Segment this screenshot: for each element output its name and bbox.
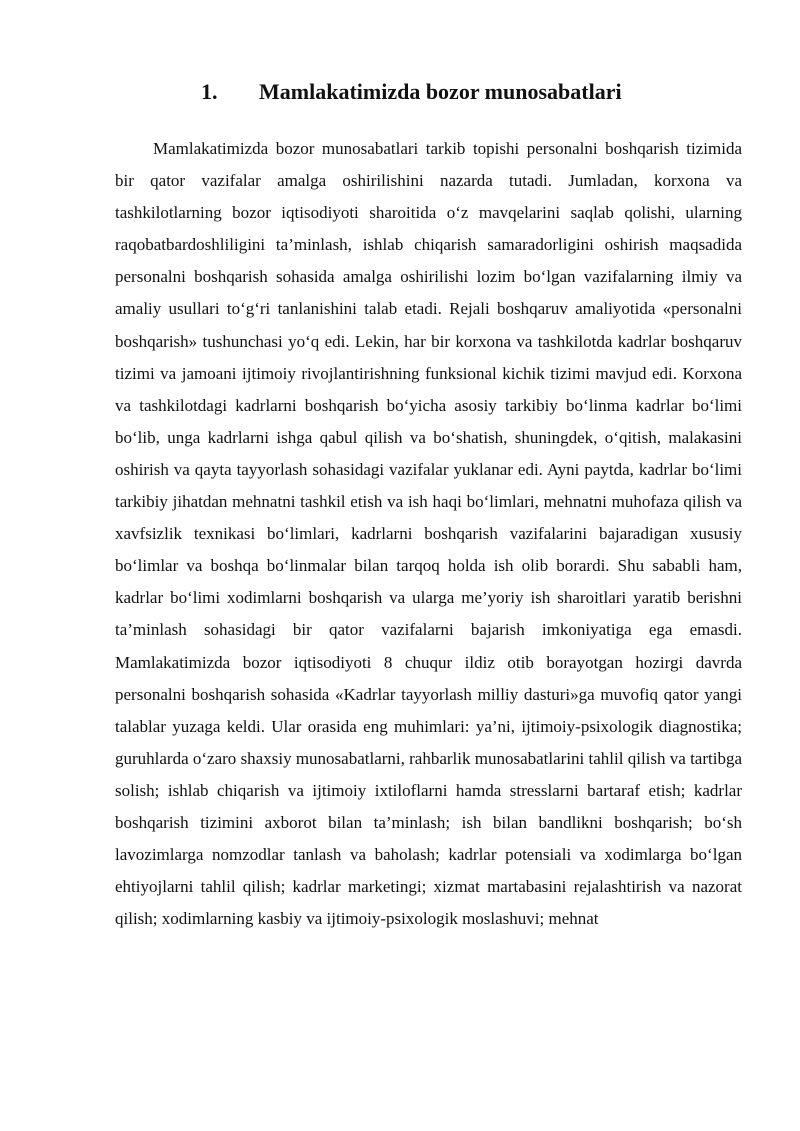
section-number: 1. xyxy=(201,79,218,104)
section-title: Mamlakatimizda bozor munosabatlari xyxy=(259,79,622,104)
body-paragraph: Mamlakatimizda bozor munosabatlari tarkib topishi personalni boshqarish tizimida bir qator vazifalar amalga oshirilishini nazarda tutadi. Jumladan, korxona va tashkilotlarning bozor iqtisodiyoti sharoitida o‘z mavqelarini saqlab qolishi, ularning raqobatbardoshliligini ta’minlash, ishlab chiqarish samaradorligini oshirish maqsadida personalni boshqarish sohasida amalga oshirilishi lozim bo‘lgan vazifalarning ilmiy va amaliy usullari to‘g‘ri tanlanishini talab etadi. Rejali boshqaruv amaliyotida «personalni boshqarish» tushunchasi yo‘q edi. Lekin, har bir korxona va tashkilotda kadrlar boshqaruv tizimi va jamoani ijtimoiy rivojlantirishning funksional kichik tizimi mavjud edi. Korxona va tashkilotdagi kadrlarni boshqarish bo‘yicha asosiy tarkibiy bo‘linma kadrlar bo‘limi bo‘lib, unga kadrlarni ishga qabul qilish va bo‘shatish, shuningdek, o‘qitish, malakasini oshirish va qayta tayyorlash sohasidagi vazifalar yuklanar edi. Ayni paytda, kadrlar bo‘limi tarkibiy jihatdan mehnatni tashkil etish va ish haqi bo‘limlari, mehnatni muhofaza qilish va xavfsizlik texnikasi bo‘limlari, kadrlarni boshqarish vazifalarini bajaradigan xususiy bo‘limlar va boshqa bo‘linmalar bilan tarqoq holda ish olib borardi. Shu sababli ham, kadrlar bo‘limi xodimlarni boshqarish va ularga me’yoriy ish sharoitlari yaratib berishni ta’minlash sohasidagi bir qator vazifalarni bajarish imkoniyatiga ega emasdi. Mamlakatimizda bozor iqtisodiyoti 8 chuqur ildiz otib borayotgan hozirgi davrda personalni boshqarish sohasida «Kadrlar tayyorlash milliy dasturi»ga muvofiq qator yangi talablar yuzaga keldi. Ular orasida eng muhimlari: ya’ni, ijtimoiy-psixologik diagnostika; guruhlarda o‘zaro shaxsiy munosabatlarni, rahbarlik munosabatlarini tahlil qilish va tartibga solish; ishlab chiqarish va ijtimoiy ixtiloflarni hamda stresslarni bartaraf etish; kadrlar boshqarish tizimini axborot bilan ta’minlash; ish bilan bandlikni boshqarish; bo‘sh lavozimlarga nomzodlar tanlash va baholash; kadrlar potensiali va xodimlarga bo‘lgan ehtiyojlarni tahlil qilish; kadrlar marketingi; xizmat martabasini rejalashtirish va nazorat qilish; xodimlarning kasbiy va ijtimoiy-psixologik moslashuvi; mehnat xyxy=(115,139,742,929)
section-heading xyxy=(0,76,800,108)
